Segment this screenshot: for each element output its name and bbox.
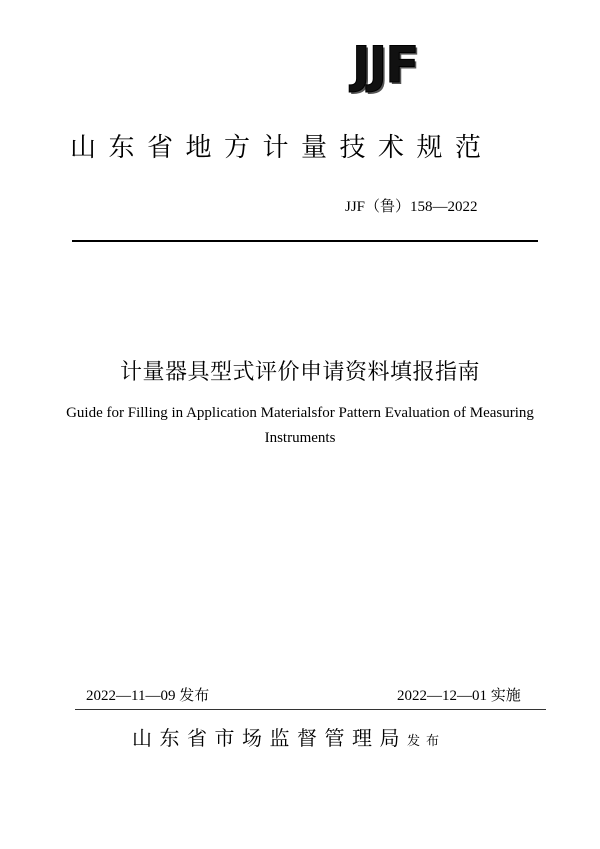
- implementation-date: 2022—12—01 实施: [397, 688, 521, 704]
- footer-divider: [75, 709, 546, 710]
- publisher: [132, 722, 445, 751]
- jjf-logo: [352, 36, 498, 94]
- header-divider: [72, 240, 538, 242]
- document-title-cn: 计量器具型式评价申请资料填报指南: [120, 360, 481, 385]
- standard-series-title: 山东省地方计量技术规范: [70, 133, 494, 163]
- publisher-name: 山东省市场监督管理局: [132, 726, 407, 750]
- logo-text: JJF: [352, 36, 418, 94]
- publisher-suffix: 发布: [407, 734, 446, 749]
- document-title-en: Guide for Filling in Application Materialsfor Pattern Evaluation of Measuring Instruments: [66, 405, 534, 446]
- issue-date: 2022—11—09 发布: [86, 688, 210, 704]
- standard-code: JJF（鲁）158—2022: [345, 199, 478, 215]
